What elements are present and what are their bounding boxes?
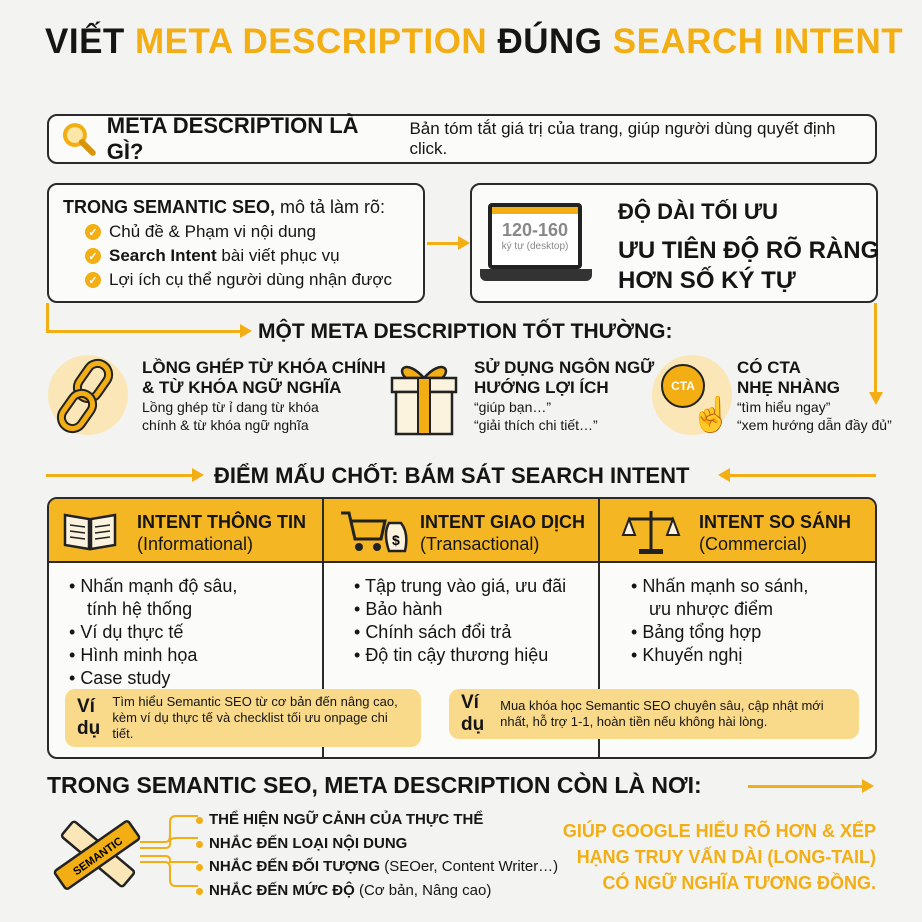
item-bold: NHẮC ĐẾN MỨC ĐỘ <box>209 881 355 899</box>
list-item <box>85 222 409 242</box>
bottom-list <box>196 808 558 902</box>
feature-cta <box>737 358 892 434</box>
list-item: • Case study <box>69 667 237 690</box>
list-item: • Nhấn mạnh so sánh, <box>631 575 808 598</box>
feature-title: NHẸ NHÀNG <box>737 378 840 397</box>
feature-keywords <box>142 358 386 434</box>
example-text: Tìm hiểu Semantic SEO từ cơ bản đến nâng cao, kèm ví dụ thực tế và checklist tối ưu onpage chi tiết. <box>112 694 398 741</box>
list-item: • Bảng tổng hợp <box>631 621 808 644</box>
semantic-tag-icon <box>48 810 144 894</box>
conclusion-line: CÓ NGỮ NGHĨA TƯƠNG ĐỒNG. <box>602 873 876 893</box>
list-item <box>196 855 558 879</box>
bullet-dot <box>196 817 203 824</box>
feature-desc: “giúp bạn…” <box>474 399 552 415</box>
list-item <box>196 808 558 832</box>
list-item: • Bảo hành <box>354 598 566 621</box>
item-bold: NHẮC ĐẾN ĐỐI TƯỢNG <box>209 858 381 875</box>
example-label: Ví dụ <box>461 692 485 735</box>
meta-definition-box <box>47 114 877 164</box>
item-rest: (Cơ bản, Nâng cao) <box>354 881 492 899</box>
arrow-head-icon <box>458 236 470 250</box>
feature-desc: Lồng ghép từ ỉ dang từ khóa <box>142 399 319 415</box>
laptop-base <box>480 269 592 281</box>
item-text: Chủ đề & Phạm vi nội dung <box>109 222 316 241</box>
semantic-box <box>47 183 425 303</box>
list-item <box>85 246 409 266</box>
semantic-badge-text: SEMANTIC <box>71 835 126 879</box>
connector-line <box>46 303 49 332</box>
length-unit: ký tự (desktop) <box>501 241 569 252</box>
bullet-dot <box>196 841 203 848</box>
list-item: • Tập trung vào giá, ưu đãi <box>354 575 566 598</box>
intent-sub: (Informational) <box>137 534 254 554</box>
meta-text: Bản tóm tắt giá trị của trang, giúp người dùng quyết định click. <box>409 119 836 158</box>
arrow-line <box>728 474 876 477</box>
bottom-heading: TRONG SEMANTIC SEO, META DESCRIPTION CÒN LÀ NƠI: <box>47 772 702 798</box>
page-title <box>45 22 903 62</box>
title-part: SEARCH INTENT <box>612 22 904 61</box>
title-part: VIẾT <box>45 22 125 61</box>
example-info <box>65 689 421 747</box>
example-label: Ví dụ <box>77 696 101 739</box>
item-bold: THỂ HIỆN NGỮ CẢNH CỦA THỰC THỂ <box>209 811 484 828</box>
check-icon: ✓ <box>85 224 101 240</box>
search-icon <box>61 121 97 157</box>
book-icon <box>61 509 119 553</box>
feature-desc: “tìm hiểu ngay” <box>737 399 831 415</box>
length-line: HƠN SỐ KÝ TỰ <box>618 267 796 294</box>
shopping-cart-icon <box>339 507 409 557</box>
svg-text:$: $ <box>392 532 400 548</box>
check-icon: ✓ <box>85 272 101 288</box>
feature-benefit <box>474 358 654 434</box>
intent-commercial-header <box>699 511 851 555</box>
arrow-line <box>427 242 461 245</box>
list-item <box>196 879 558 903</box>
connector-lines <box>140 812 200 892</box>
feature-title: SỬ DỤNG NGÔN NGỮ <box>474 358 655 377</box>
arrow-head-icon <box>240 324 252 338</box>
intent-transaction-list <box>354 575 566 667</box>
laptop-icon <box>488 203 582 269</box>
list-item <box>85 270 409 290</box>
chain-link-icon <box>52 356 132 436</box>
intent-table <box>47 497 877 759</box>
feature-title: CÓ CTA <box>737 358 801 377</box>
length-range: 120-160 <box>501 220 569 240</box>
intent-title: INTENT SO SÁNH <box>699 512 852 532</box>
title-part: META DESCRIPTION <box>135 22 488 61</box>
feature-title: HƯỚNG LỢI ÍCH <box>474 378 609 397</box>
check-icon: ✓ <box>85 248 101 264</box>
item-text: Lợi ích cụ thể người dùng nhận được <box>109 270 393 289</box>
intent-info-list <box>69 575 237 690</box>
example-transaction <box>449 689 859 739</box>
meta-heading: META DESCRIPTION LÀ GÌ? <box>106 113 359 164</box>
intent-info-header <box>137 511 306 555</box>
arrow-line <box>748 785 864 788</box>
gift-icon <box>386 358 462 438</box>
feature-desc: chính & từ khóa ngữ nghĩa <box>142 417 309 433</box>
connector-line <box>46 330 244 333</box>
intent-title: INTENT GIAO DỊCH <box>420 512 585 532</box>
intent-transaction-header <box>420 511 585 555</box>
length-box <box>470 183 878 303</box>
feature-title: & TỪ KHÓA NGỮ NGHĨA <box>142 378 342 397</box>
conclusion-text <box>563 818 876 896</box>
semantic-heading: TRONG SEMANTIC SEO, <box>63 197 276 217</box>
item-bold: NHẮC ĐẾN LOẠI NỘI DUNG <box>209 834 408 852</box>
list-item: • Hình minh họa <box>69 644 237 667</box>
list-item: • Chính sách đổi trả <box>354 621 566 644</box>
scale-icon <box>621 507 681 557</box>
cta-icon: CTA <box>661 364 705 408</box>
item-text: bài viết phục vụ <box>216 246 340 265</box>
intent-commercial-list <box>631 575 808 667</box>
title-part: ĐÚNG <box>497 22 603 61</box>
list-item: • Khuyến nghị <box>631 644 808 667</box>
arrow-head-icon <box>192 468 204 482</box>
list-item: • Độ tin cậy thương hiệu <box>354 644 566 667</box>
semantic-heading-rest: mô tả làm rõ: <box>275 197 386 217</box>
arrow-head-icon <box>862 779 874 793</box>
list-item <box>196 832 558 856</box>
key-heading: ĐIỂM MẤU CHỐT: BÁM SÁT SEARCH INTENT <box>214 463 690 488</box>
length-title: ĐỘ DÀI TỐI ƯU <box>618 199 779 224</box>
list-item-continuation: tính hệ thống <box>87 599 193 619</box>
intent-sub: (Commercial) <box>699 534 807 554</box>
feature-title: LỒNG GHÉP TỪ KHÓA CHÍNH <box>142 358 386 377</box>
conclusion-line: GIÚP GOOGLE HIỂU RÕ HƠN & XẾP <box>562 821 876 841</box>
list-item: • Nhấn mạnh độ sâu, <box>69 575 237 598</box>
good-heading: MỘT META DESCRIPTION TỐT THƯỜNG: <box>258 320 673 343</box>
conclusion-line: HẠNG TRUY VẤN DÀI (LONG-TAIL) <box>576 847 876 867</box>
example-text: Mua khóa học Semantic SEO chuyên sâu, cập nhật mới nhất, hỗ trợ 1-1, hoàn tiền nếu không hài lòng. <box>500 698 824 729</box>
list-item-continuation: ưu nhược điểm <box>649 599 773 619</box>
feature-desc: “xem hướng dẫn đầy đủ” <box>737 417 892 433</box>
intent-sub: (Transactional) <box>420 534 540 554</box>
length-line: ƯU TIÊN ĐỘ RÕ RÀNG <box>618 237 880 264</box>
item-rest: (SEOer, Content Writer…) <box>380 858 559 875</box>
intent-title: INTENT THÔNG TIN <box>137 512 306 532</box>
bullet-dot <box>196 888 203 895</box>
item-bold: Search Intent <box>109 246 217 265</box>
hand-pointer-icon: ☝ <box>690 396 733 434</box>
list-item: • Ví dụ thực tế <box>69 621 237 644</box>
arrow-line <box>46 474 194 477</box>
feature-desc: “giải thích chi tiết…” <box>474 417 598 433</box>
bullet-dot <box>196 864 203 871</box>
